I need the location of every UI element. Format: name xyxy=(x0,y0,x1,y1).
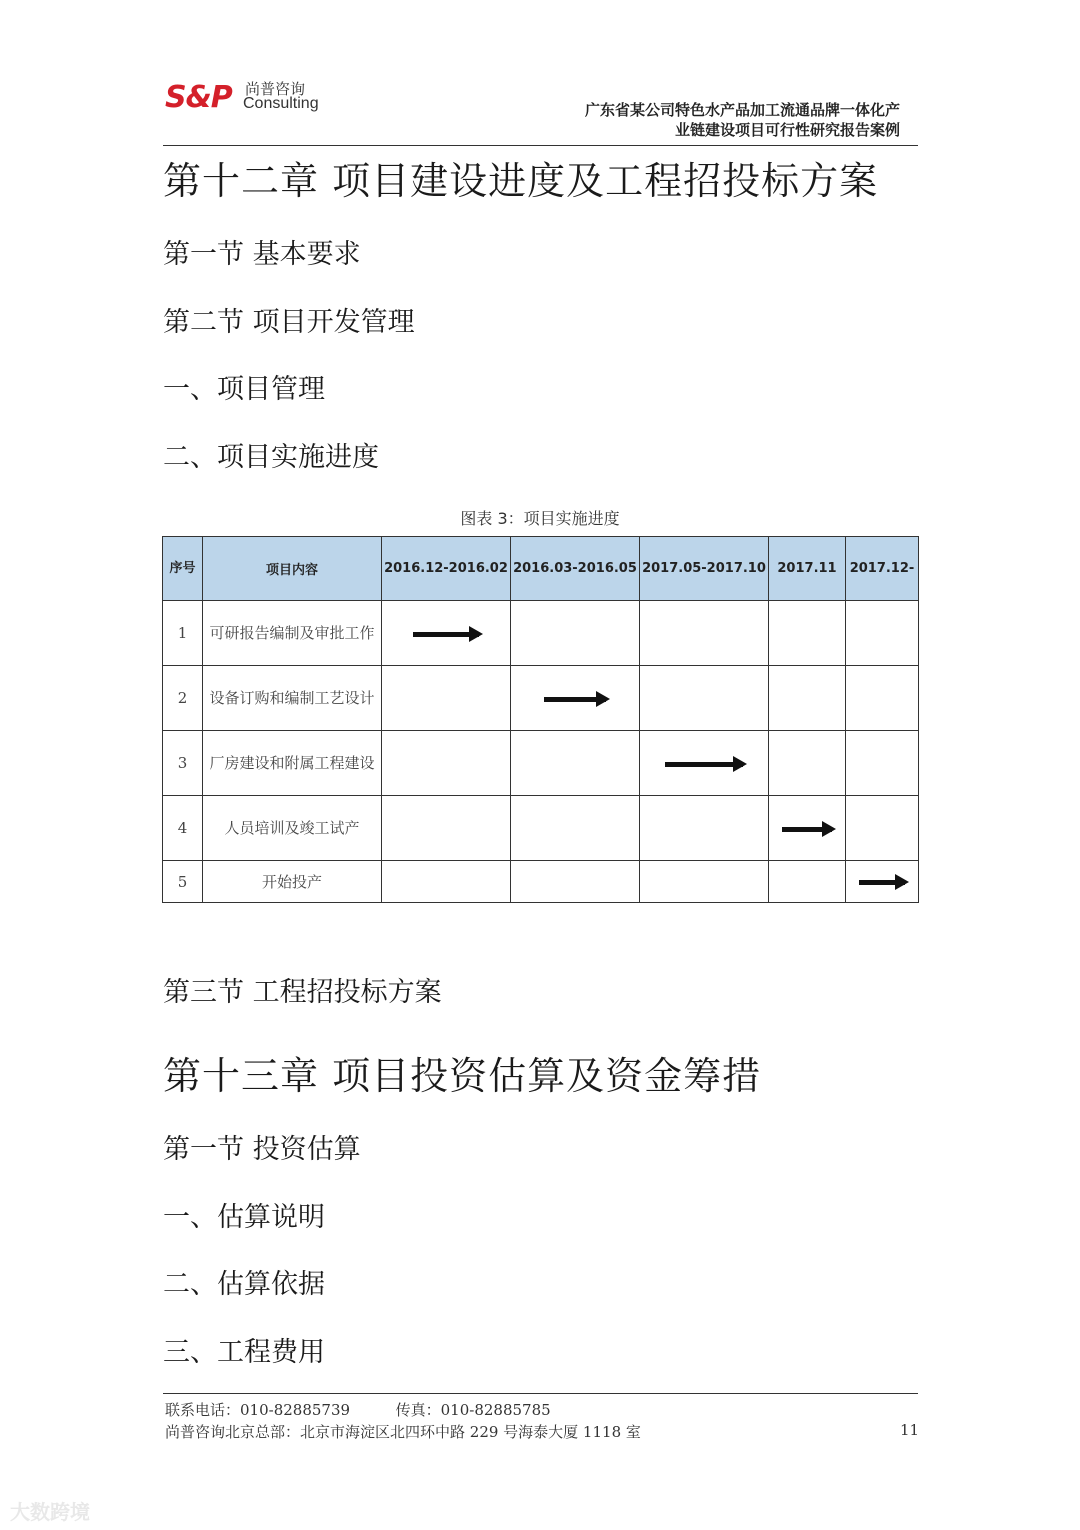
row-task: 人员培训及竣工试产 xyxy=(203,796,382,861)
period-cell xyxy=(769,731,846,796)
row-number: 4 xyxy=(163,796,203,861)
row-task: 设备订购和编制工艺设计 xyxy=(203,666,382,731)
table-header-2: 2016.12-2016.02 xyxy=(382,537,511,601)
chapter-12-section-3: 第三节 工程招投标方案 xyxy=(163,977,442,1008)
period-cell xyxy=(382,731,511,796)
table-row xyxy=(163,731,919,796)
period-cell xyxy=(769,796,846,861)
table-row xyxy=(163,601,919,666)
table-row xyxy=(163,666,919,731)
period-cell xyxy=(640,601,769,666)
table-header-6: 2017.12- xyxy=(846,537,919,601)
period-cell xyxy=(769,601,846,666)
row-number: 5 xyxy=(163,861,203,903)
period-cell xyxy=(769,666,846,731)
schedule-table xyxy=(162,536,919,903)
period-cell xyxy=(382,601,511,666)
row-number: 2 xyxy=(163,666,203,731)
header-divider xyxy=(163,145,918,146)
chapter-13-item-engineering-cost: 三、工程费用 xyxy=(163,1337,325,1368)
period-cell xyxy=(640,861,769,903)
chapter-12-section-2: 第二节 项目开发管理 xyxy=(163,307,415,338)
chapter-12-section-1: 第一节 基本要求 xyxy=(163,239,361,270)
period-cell xyxy=(846,731,919,796)
schedule-arrow-icon xyxy=(544,697,606,702)
table-header-1: 项目内容 xyxy=(203,537,382,601)
schedule-arrow-icon xyxy=(782,827,832,832)
period-cell xyxy=(511,731,640,796)
document-title xyxy=(585,100,900,140)
row-task: 可研报告编制及审批工作 xyxy=(203,601,382,666)
period-cell xyxy=(382,666,511,731)
watermark: 大数跨境 xyxy=(10,1500,90,1524)
table-header-3: 2016.03-2016.05 xyxy=(511,537,640,601)
row-number: 3 xyxy=(163,731,203,796)
schedule-arrow-icon xyxy=(413,632,479,637)
page-number: 11 xyxy=(900,1421,920,1439)
row-number: 1 xyxy=(163,601,203,666)
period-cell xyxy=(511,666,640,731)
chapter-13-title: 第十三章 项目投资估算及资金筹措 xyxy=(163,1054,762,1098)
period-cell xyxy=(640,796,769,861)
period-cell xyxy=(640,666,769,731)
footer-divider xyxy=(163,1393,918,1394)
document-title-line2: 业链建设项目可行性研究报告案例 xyxy=(674,121,900,139)
chapter-13-section-1: 第一节 投资估算 xyxy=(163,1134,361,1165)
period-cell xyxy=(846,796,919,861)
period-cell xyxy=(846,861,919,903)
period-cell xyxy=(846,601,919,666)
chapter-13-item-estimate-notes: 一、估算说明 xyxy=(163,1202,325,1233)
table-row xyxy=(163,861,919,903)
period-cell xyxy=(846,666,919,731)
chapter-12-item-project-management: 一、项目管理 xyxy=(163,374,325,405)
period-cell xyxy=(511,601,640,666)
period-cell xyxy=(511,796,640,861)
footer-fax: 传真：010-82885785 xyxy=(395,1401,551,1419)
document-title-line1: 广东省某公司特色水产品加工流通品牌一体化产 xyxy=(584,101,900,119)
table-header-5: 2017.11 xyxy=(769,537,846,601)
schedule-arrow-icon xyxy=(665,762,743,767)
period-cell xyxy=(382,796,511,861)
table-caption: 图表 3：项目实施进度 xyxy=(460,509,620,528)
table-header-4: 2017.05-2017.10 xyxy=(640,537,769,601)
period-cell xyxy=(640,731,769,796)
row-task: 开始投产 xyxy=(203,861,382,903)
footer-phone: 联系电话：010-82885739 xyxy=(165,1401,351,1419)
row-task: 厂房建设和附属工程建设 xyxy=(203,731,382,796)
table-row xyxy=(163,796,919,861)
table-header-0: 序号 xyxy=(163,537,203,601)
footer-contact xyxy=(165,1399,551,1420)
chapter-12-item-implementation-schedule: 二、项目实施进度 xyxy=(163,442,379,473)
period-cell xyxy=(511,861,640,903)
logo-english-name: Consulting xyxy=(243,95,319,112)
company-logo xyxy=(165,76,335,120)
table-header-row xyxy=(163,537,919,601)
chapter-12-title: 第十二章 项目建设进度及工程招投标方案 xyxy=(163,159,879,203)
footer-address: 尚普咨询北京总部：北京市海淀区北四环中路 229 号海泰大厦 1118 室 xyxy=(165,1423,641,1441)
logo-mark: S&P xyxy=(165,80,232,115)
period-cell xyxy=(769,861,846,903)
chapter-13-item-estimate-basis: 二、估算依据 xyxy=(163,1269,325,1300)
schedule-arrow-icon xyxy=(859,880,905,885)
period-cell xyxy=(382,861,511,903)
logo-chinese-name: 尚普咨询 xyxy=(245,80,306,98)
